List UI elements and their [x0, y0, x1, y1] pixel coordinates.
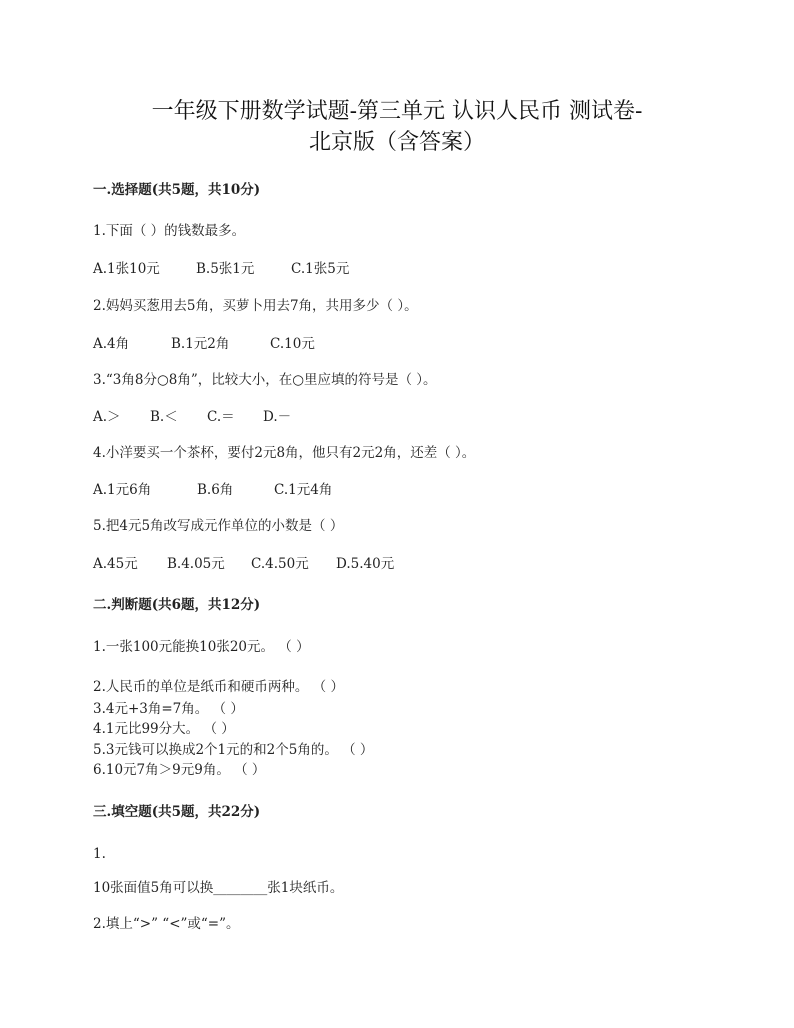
choice-q5-stem: 5.把4元5角改写成元作单位的小数是（ ）: [93, 518, 344, 534]
page-title-line2: 北京版（含答案）: [308, 130, 485, 155]
option-c: C.10元: [270, 336, 315, 352]
choice-q4-options: [93, 481, 332, 499]
option-d: D.－: [263, 409, 292, 425]
option-a: A.＞: [93, 409, 121, 425]
judge-q3: 3.4元+3角=7角。 （ ）: [93, 701, 244, 717]
fill-q1-text: 10张面值5角可以换________张1块纸币。: [93, 880, 344, 896]
section-heading-fill: 三.填空题(共5题，共22分): [93, 804, 261, 820]
judge-q4: 4.1元比99分大。 （ ）: [93, 721, 235, 737]
option-c: C.＝: [207, 409, 235, 425]
section-heading-judge: 二.判断题(共6题，共12分): [93, 597, 261, 613]
option-b: B.4.05元: [167, 556, 225, 572]
page-title-line1: 一年级下册数学试题-第三单元 认识人民币 测试卷-: [151, 99, 643, 124]
choice-q2-options: [93, 335, 315, 353]
option-a: A.1元6角: [93, 482, 152, 498]
option-c: C.1元4角: [274, 482, 333, 498]
option-d: D.5.40元: [336, 556, 395, 572]
section-heading-choice: 一.选择题(共5题，共10分): [93, 182, 261, 198]
option-b: B.＜: [150, 409, 178, 425]
judge-q1: 1.一张100元能换10张20元。 （ ）: [93, 639, 310, 655]
option-c: C.4.50元: [251, 556, 309, 572]
option-a: A.1张10元: [93, 261, 160, 277]
judge-q5: 5.3元钱可以换成2个1元的和2个5角的。 （ ）: [93, 742, 374, 758]
option-b: B.1元2角: [171, 336, 230, 352]
choice-q2-stem: 2.妈妈买葱用去5角，买萝卜用去7角，共用多少（ ）。: [93, 298, 418, 314]
choice-q5-options: [93, 555, 394, 573]
choice-q1-options: [93, 260, 349, 278]
judge-q6: 6.10元7角＞9元9角。 （ ）: [93, 762, 266, 778]
option-a: A.45元: [93, 556, 138, 572]
fill-q1-number: 1.: [93, 846, 106, 862]
judge-q2: 2.人民币的单位是纸币和硬币两种。 （ ）: [93, 679, 344, 695]
option-b: B.6角: [197, 482, 234, 498]
choice-q4-stem: 4.小洋要买一个茶杯，要付2元8角，他只有2元2角，还差（ ）。: [93, 445, 476, 461]
choice-q3-stem: 3.“3角8分○8角”，比较大小，在○里应填的符号是（ ）。: [93, 372, 437, 388]
fill-q2: 2.填上“>” “<”或“=”。: [93, 916, 240, 932]
option-c: C.1张5元: [291, 261, 350, 277]
choice-q1-stem: 1.下面（ ）的钱数最多。: [93, 223, 246, 239]
option-a: A.4角: [93, 336, 130, 352]
option-b: B.5张1元: [196, 261, 255, 277]
choice-q3-options: [93, 408, 291, 426]
